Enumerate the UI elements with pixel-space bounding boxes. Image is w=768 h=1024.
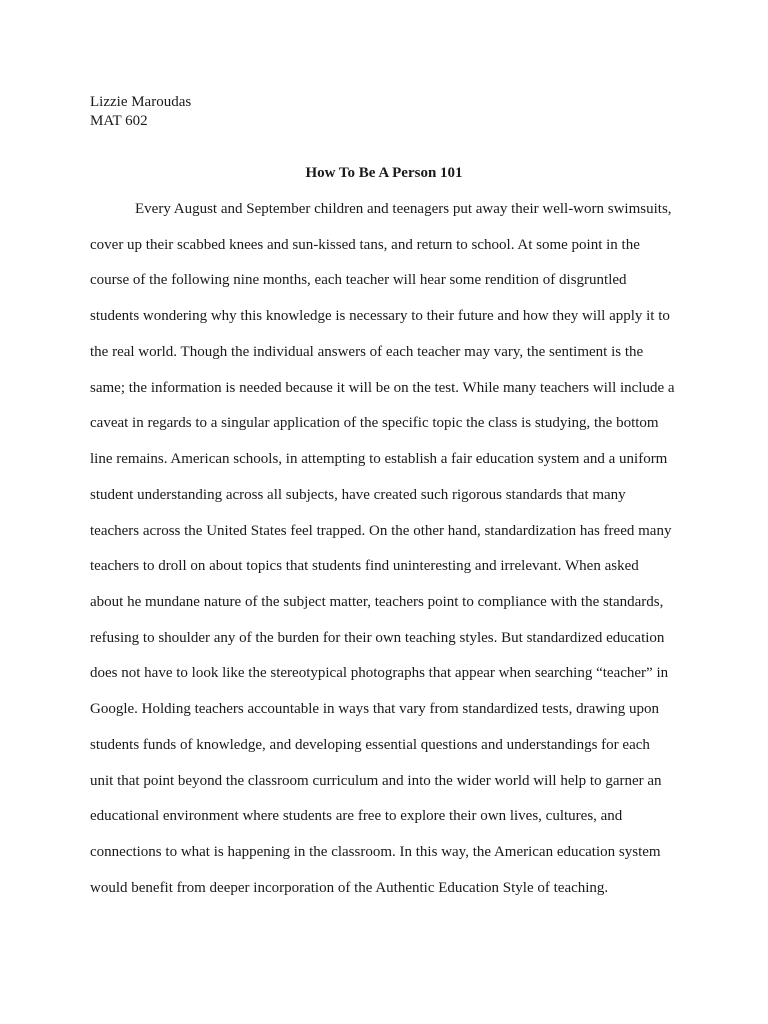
paragraph-line: line remains. American schools, in attempting to establish a fair education system and a uniform	[90, 451, 668, 467]
paragraph-line: Every August and September children and teenagers put away their well-worn swimsuits,	[135, 201, 672, 217]
paragraph-line: teachers to droll on about topics that students find uninteresting and irrelevant. When asked	[90, 558, 639, 574]
paragraph-line: does not have to look like the stereotypical photographs that appear when searching “teacher” in	[90, 665, 669, 681]
paragraph-line: student understanding across all subjects, have created such rigorous standards that many	[90, 487, 626, 503]
course-code: MAT 602	[90, 113, 148, 129]
paragraph-line: students funds of knowledge, and developing essential questions and understandings for each	[90, 737, 650, 753]
paragraph-line: Google. Holding teachers accountable in ways that vary from standardized tests, drawing upon	[90, 701, 659, 717]
paragraph-line: educational environment where students are free to explore their own lives, cultures, and	[90, 808, 623, 824]
paragraph-line: the real world. Though the individual answers of each teacher may vary, the sentiment is the	[90, 344, 644, 360]
paragraph-line: would benefit from deeper incorporation of the Authentic Education Style of teaching.	[90, 880, 609, 896]
paragraph-line: teachers across the United States feel trapped. On the other hand, standardization has freed many	[90, 523, 672, 539]
paragraph-line: students wondering why this knowledge is necessary to their future and how they will apply it to	[90, 308, 670, 324]
paragraph-line: refusing to shoulder any of the burden for their own teaching styles. But standardized education	[90, 630, 665, 646]
paragraph-line: connections to what is happening in the classroom. In this way, the American education system	[90, 844, 661, 860]
paragraph-line: course of the following nine months, each teacher will hear some rendition of disgruntled	[90, 272, 627, 288]
essay-title: How To Be A Person 101	[305, 165, 463, 181]
paragraph-line: cover up their scabbed knees and sun-kissed tans, and return to school. At some point in the	[90, 237, 640, 253]
author-name: Lizzie Maroudas	[90, 94, 192, 110]
paragraph-line: about he mundane nature of the subject matter, teachers point to compliance with the standards,	[90, 594, 664, 610]
paragraph-line: unit that point beyond the classroom curriculum and into the wider world will help to garner an	[90, 773, 662, 789]
paragraph-line: same; the information is needed because it will be on the test. While many teachers will include a	[90, 380, 675, 396]
paragraph-line: caveat in regards to a singular application of the specific topic the class is studying, the bottom	[90, 415, 659, 431]
